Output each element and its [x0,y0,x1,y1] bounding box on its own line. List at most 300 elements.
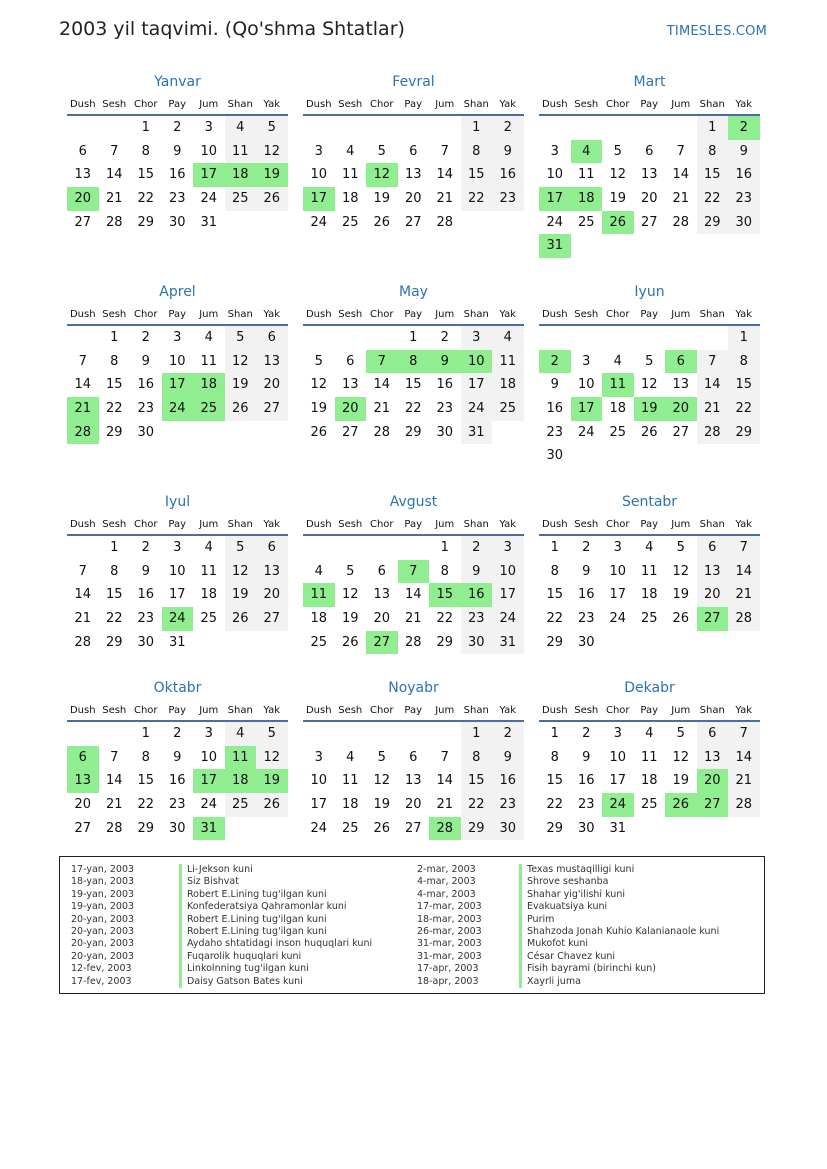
day-cell: 7 [110,143,119,159]
month-noyabr [303,678,524,840]
day-cell: 26 [225,607,257,631]
empty-day-cell [67,116,99,140]
weekday-header [539,512,760,536]
day-cell: 25 [310,634,328,650]
weekday-header [303,92,524,116]
legend-date: 4-mar, 2003 [417,888,476,900]
day-cell: 17 [609,587,627,603]
day-grid [303,326,524,444]
holiday-day-cell: 25 [193,397,225,421]
holiday-day-cell: 20 [665,397,697,421]
day-cell: 23 [492,793,524,817]
day-cell: 7 [676,143,685,159]
day-cell: 2 [173,120,182,135]
day-cell: 12 [341,587,359,603]
day-cell: 22 [546,797,564,813]
day-cell: 7 [78,353,87,369]
weekday-label: Jum [435,705,455,716]
weekday-header [67,698,288,722]
day-cell: 9 [492,140,524,164]
weekday-label: Sesh [338,309,363,320]
day-cell: 27 [404,214,422,230]
day-cell: 20 [256,583,288,607]
weekday-label: Pay [168,519,187,530]
empty-day-cell [366,722,398,746]
weekday-label: Pay [168,99,187,110]
weekday-label: Shan [227,99,253,110]
day-cell: 6 [256,326,288,350]
day-cell: 14 [728,746,760,770]
day-grid [67,722,288,840]
day-cell: 1 [110,540,119,555]
day-cell: 7 [728,722,760,746]
weekday-label: Dush [541,99,568,110]
weekday-label: Jum [435,309,455,320]
day-cell: 16 [492,163,524,187]
day-cell: 19 [672,587,690,603]
legend-holiday-name: Siz Bishvat [179,876,372,888]
weekday-header [67,512,288,536]
holiday-day-cell: 17 [571,397,603,421]
month-name: Dekabr [624,680,675,696]
day-cell: 29 [105,634,123,650]
day-cell: 29 [137,820,155,836]
day-cell: 20 [697,583,729,607]
day-cell: 15 [546,587,564,603]
weekday-label: Jum [199,309,219,320]
day-cell: 1 [550,726,559,741]
day-cell: 19 [373,797,391,813]
holiday-day-cell: 28 [429,817,461,841]
holiday-day-cell: 24 [162,397,194,421]
day-cell: 12 [256,746,288,770]
empty-day-cell [539,116,571,140]
day-cell: 23 [728,187,760,211]
day-cell: 21 [436,191,454,207]
day-cell: 16 [137,587,155,603]
day-cell: 1 [461,116,493,140]
day-cell: 7 [440,143,449,159]
day-cell: 21 [697,397,729,421]
day-grid [539,722,760,840]
weekday-label: Sesh [574,519,599,530]
day-cell: 28 [105,820,123,836]
day-cell: 13 [404,167,422,183]
weekday-label: Shan [463,705,489,716]
day-cell: 20 [404,191,422,207]
holiday-day-cell: 31 [539,234,571,258]
month-fevral [303,72,524,234]
day-cell: 3 [613,726,622,741]
day-cell: 28 [728,607,760,631]
empty-day-cell [67,536,99,560]
day-cell: 22 [404,401,422,417]
legend-date: 31-mar, 2003 [417,950,482,962]
day-cell: 30 [546,448,564,464]
month-yanvar [67,72,288,234]
day-cell: 12 [310,377,328,393]
day-cell: 1 [141,726,150,741]
weekday-label: Chor [605,99,630,110]
day-cell: 28 [697,421,729,445]
weekday-label: Pay [404,99,423,110]
weekday-label: Jum [435,99,455,110]
day-cell: 11 [640,749,658,765]
holiday-day-cell: 27 [697,793,729,817]
weekday-label: Yak [735,519,753,530]
day-cell: 12 [225,560,257,584]
legend-holiday-name: Fuqarolik huquqlari kuni [179,951,372,963]
empty-day-cell [429,722,461,746]
holiday-legend [59,856,765,994]
day-cell: 14 [74,377,92,393]
day-cell: 1 [697,116,729,140]
weekday-label: Dush [305,309,332,320]
month-name: Avgust [389,494,438,510]
holiday-day-cell: 19 [256,163,288,187]
day-cell: 25 [341,214,359,230]
site-brand-link[interactable]: TIMESLES.COM [666,24,767,39]
month-aprel [67,282,288,444]
weekday-label: Dush [69,309,96,320]
day-cell: 19 [310,401,328,417]
day-cell: 3 [173,330,182,345]
day-cell: 26 [310,424,328,440]
day-cell: 3 [173,540,182,555]
day-cell: 17 [310,797,328,813]
day-cell: 7 [440,749,449,765]
holiday-day-cell: 12 [366,163,398,187]
day-cell: 18 [640,773,658,789]
day-cell: 11 [492,350,524,374]
month-iyul [67,492,288,654]
empty-day-cell [429,116,461,140]
holiday-day-cell: 7 [366,350,398,374]
day-cell: 30 [168,214,186,230]
day-cell: 25 [640,611,658,627]
day-cell: 17 [168,587,186,603]
day-cell: 14 [105,773,123,789]
weekday-label: Shan [463,309,489,320]
day-grid [303,116,524,234]
holiday-day-cell: 18 [225,769,257,793]
weekday-label: Dush [541,309,568,320]
legend-date: 20-yan, 2003 [71,950,135,962]
legend-names-left [179,864,372,988]
day-cell: 31 [461,421,493,445]
legend-holiday-name: Robert E.Lining tug'ilgan kuni [179,926,372,938]
holiday-day-cell: 17 [539,187,571,211]
legend-date: 18-apr, 2003 [417,975,479,987]
weekday-label: Pay [168,705,187,716]
day-cell: 22 [697,187,729,211]
day-cell: 1 [110,330,119,345]
day-cell: 7 [110,749,119,765]
holiday-day-cell: 20 [697,769,729,793]
day-cell: 18 [341,191,359,207]
day-cell: 14 [672,167,690,183]
weekday-label: Chor [369,99,394,110]
empty-day-cell [67,722,99,746]
day-cell: 23 [168,797,186,813]
day-cell: 2 [440,330,449,345]
day-cell: 13 [697,746,729,770]
day-cell: 13 [74,167,92,183]
holiday-day-cell: 27 [366,631,398,655]
holiday-day-cell: 7 [398,560,430,584]
day-cell: 29 [546,634,564,650]
day-cell: 21 [74,611,92,627]
holiday-day-cell: 11 [602,373,634,397]
weekday-label: Dush [541,519,568,530]
day-cell: 2 [141,330,150,345]
weekday-label: Jum [671,705,691,716]
day-cell: 1 [461,722,493,746]
weekday-label: Pay [640,705,659,716]
day-cell: 28 [728,793,760,817]
weekday-label: Jum [435,519,455,530]
weekday-label: Dush [69,705,96,716]
day-cell: 25 [609,424,627,440]
empty-day-cell [602,326,634,350]
empty-day-cell [303,536,335,560]
day-cell: 4 [204,330,213,345]
weekday-label: Yak [263,519,281,530]
empty-day-cell [398,722,430,746]
holiday-day-cell: 8 [398,350,430,374]
day-cell: 5 [645,353,654,369]
day-cell: 21 [728,769,760,793]
day-cell: 21 [672,191,690,207]
day-cell: 13 [672,377,690,393]
holiday-day-cell: 13 [67,769,99,793]
day-cell: 4 [204,540,213,555]
day-grid [67,536,288,654]
day-cell: 13 [640,167,658,183]
day-cell: 26 [256,793,288,817]
day-cell: 24 [492,607,524,631]
day-cell: 7 [697,350,729,374]
day-cell: 14 [436,773,454,789]
weekday-label: Shan [699,99,725,110]
day-cell: 25 [200,611,218,627]
day-cell: 27 [74,820,92,836]
day-cell: 27 [672,424,690,440]
weekday-label: Sesh [574,99,599,110]
day-cell: 6 [377,563,386,579]
weekday-label: Jum [671,309,691,320]
weekday-label: Jum [199,99,219,110]
legend-holiday-name: Texas mustaqilligi kuni [519,864,719,876]
day-cell: 14 [436,167,454,183]
holiday-day-cell: 24 [602,793,634,817]
empty-day-cell [335,722,367,746]
day-cell: 27 [404,820,422,836]
legend-date: 17-apr, 2003 [417,963,479,975]
day-cell: 23 [137,611,155,627]
legend-holiday-name: Linkolnning tug'ilgan kuni [179,963,372,975]
weekday-label: Chor [605,519,630,530]
day-cell: 11 [341,167,359,183]
day-cell: 21 [105,191,123,207]
month-may [303,282,524,444]
day-grid [539,326,760,468]
day-cell: 6 [645,143,654,159]
day-cell: 3 [461,326,493,350]
month-name: Noyabr [388,680,439,696]
day-cell: 15 [137,167,155,183]
day-cell: 4 [225,722,257,746]
day-cell: 30 [137,424,155,440]
day-cell: 15 [105,587,123,603]
day-cell: 27 [256,397,288,421]
day-cell: 16 [168,167,186,183]
legend-holiday-name: Purim [519,914,719,926]
weekday-label: Yak [263,705,281,716]
weekday-label: Pay [640,99,659,110]
month-name: Iyul [164,494,191,510]
holiday-day-cell: 17 [162,373,194,397]
day-cell: 9 [141,563,150,579]
weekday-label: Yak [499,705,517,716]
legend-holiday-name: Daisy Gatson Bates kuni [179,976,372,988]
day-cell: 2 [461,536,493,560]
holiday-day-cell: 10 [461,350,493,374]
day-cell: 22 [461,187,493,211]
day-cell: 3 [582,353,591,369]
day-cell: 13 [256,560,288,584]
day-cell: 8 [110,353,119,369]
day-cell: 21 [436,797,454,813]
weekday-label: Chor [605,705,630,716]
day-cell: 9 [173,749,182,765]
month-sentabr [539,492,760,654]
day-cell: 30 [137,634,155,650]
day-cell: 2 [582,726,591,741]
weekday-label: Chor [133,309,158,320]
day-cell: 27 [640,214,658,230]
day-cell: 4 [613,353,622,369]
day-cell: 5 [225,326,257,350]
empty-day-cell [634,326,666,350]
day-cell: 23 [137,401,155,417]
day-cell: 20 [256,373,288,397]
weekday-label: Dush [69,519,96,530]
day-cell: 6 [256,536,288,560]
weekday-label: Yak [735,309,753,320]
day-cell: 21 [373,401,391,417]
empty-day-cell [99,722,131,746]
day-cell: 25 [225,793,257,817]
day-cell: 6 [697,722,729,746]
weekday-label: Yak [499,99,517,110]
day-cell: 28 [74,634,92,650]
day-cell: 5 [613,143,622,159]
day-cell: 7 [728,536,760,560]
day-grid [303,722,524,840]
legend-date: 17-fev, 2003 [71,975,132,987]
day-cell: 30 [492,817,524,841]
legend-holiday-name: Li-Jekson kuni [179,864,372,876]
weekday-label: Yak [499,309,517,320]
weekday-header [303,512,524,536]
day-cell: 26 [256,187,288,211]
month-name: Iyun [634,284,665,300]
day-grid [539,116,760,258]
day-cell: 24 [200,191,218,207]
legend-dates-right [417,864,482,988]
day-cell: 9 [492,746,524,770]
day-cell: 29 [728,421,760,445]
legend-dates-left [71,864,134,988]
weekday-label: Shan [699,309,725,320]
empty-day-cell [665,116,697,140]
day-cell: 4 [346,749,355,765]
day-cell: 1 [440,540,449,555]
day-cell: 10 [609,749,627,765]
empty-day-cell [571,326,603,350]
day-cell: 14 [373,377,391,393]
day-grid [539,536,760,654]
weekday-label: Chor [369,705,394,716]
day-cell: 16 [546,401,564,417]
empty-day-cell [366,326,398,350]
day-cell: 16 [492,769,524,793]
day-cell: 28 [105,214,123,230]
day-cell: 10 [492,560,524,584]
day-cell: 22 [436,611,454,627]
day-cell: 19 [225,373,257,397]
day-cell: 28 [672,214,690,230]
weekday-label: Dush [541,705,568,716]
month-dekabr [539,678,760,840]
empty-day-cell [335,326,367,350]
day-cell: 9 [173,143,182,159]
day-cell: 8 [461,140,493,164]
day-cell: 25 [341,820,359,836]
day-cell: 19 [225,583,257,607]
day-cell: 25 [225,187,257,211]
day-cell: 10 [609,563,627,579]
day-cell: 1 [550,540,559,555]
weekday-label: Jum [199,519,219,530]
day-cell: 21 [728,583,760,607]
empty-day-cell [335,116,367,140]
legend-holiday-name: Konfederatsiya Qahramonlar kuni [179,901,372,913]
day-cell: 24 [546,214,564,230]
empty-day-cell [366,116,398,140]
legend-holiday-name: Aydaho shtatidagi inson huquqlari kuni [179,938,372,950]
day-cell: 9 [550,377,559,393]
weekday-label: Dush [305,99,332,110]
day-cell: 8 [110,563,119,579]
day-cell: 9 [582,749,591,765]
holiday-day-cell: 19 [634,397,666,421]
holiday-day-cell: 21 [67,397,99,421]
holiday-day-cell: 15 [429,583,461,607]
day-grid [303,536,524,654]
day-cell: 1 [728,326,760,350]
day-cell: 13 [256,350,288,374]
holiday-day-cell: 26 [602,211,634,235]
day-cell: 17 [609,773,627,789]
holiday-day-cell: 26 [665,793,697,817]
day-cell: 10 [310,773,328,789]
holiday-day-cell: 11 [303,583,335,607]
holiday-day-cell: 2 [539,350,571,374]
holiday-day-cell: 11 [225,746,257,770]
legend-date: 17-yan, 2003 [71,864,135,875]
